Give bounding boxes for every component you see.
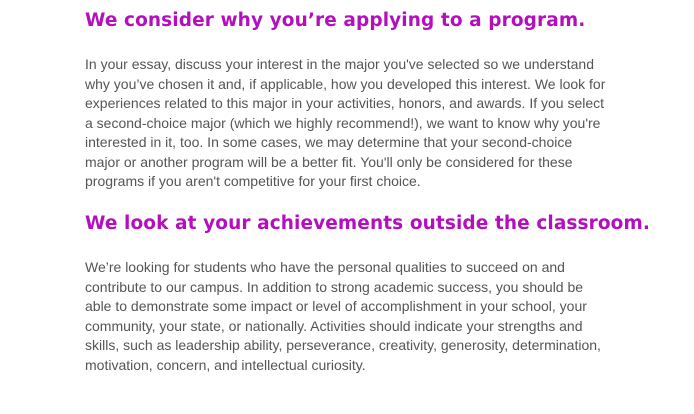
paragraph-line: why you’ve chosen it and, if applicable, how you developed this interest. We look for [85, 75, 606, 92]
section-heading-achievements: We look at your achievements outside the classroom. [85, 213, 650, 234]
section-paragraph-achievements [85, 258, 601, 375]
paragraph-line: contribute to our campus. In addition to strong academic success, you should be [85, 278, 584, 295]
paragraph-line: interested in it, too. In some cases, we may determine that your second-choice [85, 134, 573, 150]
section-heading-program: We consider why you’re applying to a program. [85, 10, 586, 31]
paragraph-line: skills, such as leadership ability, perseverance, creativity, generosity, determination, [85, 337, 601, 353]
section-paragraph-program [85, 55, 605, 192]
paragraph-line: We’re looking for students who have the personal qualities to succeed on and [85, 259, 565, 275]
paragraph-line: community, your state, or nationally. Activities should indicate your strengths and [85, 317, 583, 334]
paragraph-line: experiences related to this major in your activities, honors, and awards. If you select [85, 95, 605, 111]
paragraph-line: a second-choice major (which we highly recommend!), we want to know why you're [85, 114, 601, 131]
paragraph-line: major or another program will be a better fit. You'll only be considered for these [85, 153, 573, 170]
paragraph-line: able to demonstrate some impact or level of accomplishment in your school, your [85, 298, 587, 314]
paragraph-line: programs if you aren't competitive for your first choice. [85, 173, 421, 189]
paragraph-line: In your essay, discuss your interest in the major you've selected so we understand [85, 56, 595, 72]
paragraph-line: motivation, concern, and intellectual curiosity. [85, 356, 366, 373]
